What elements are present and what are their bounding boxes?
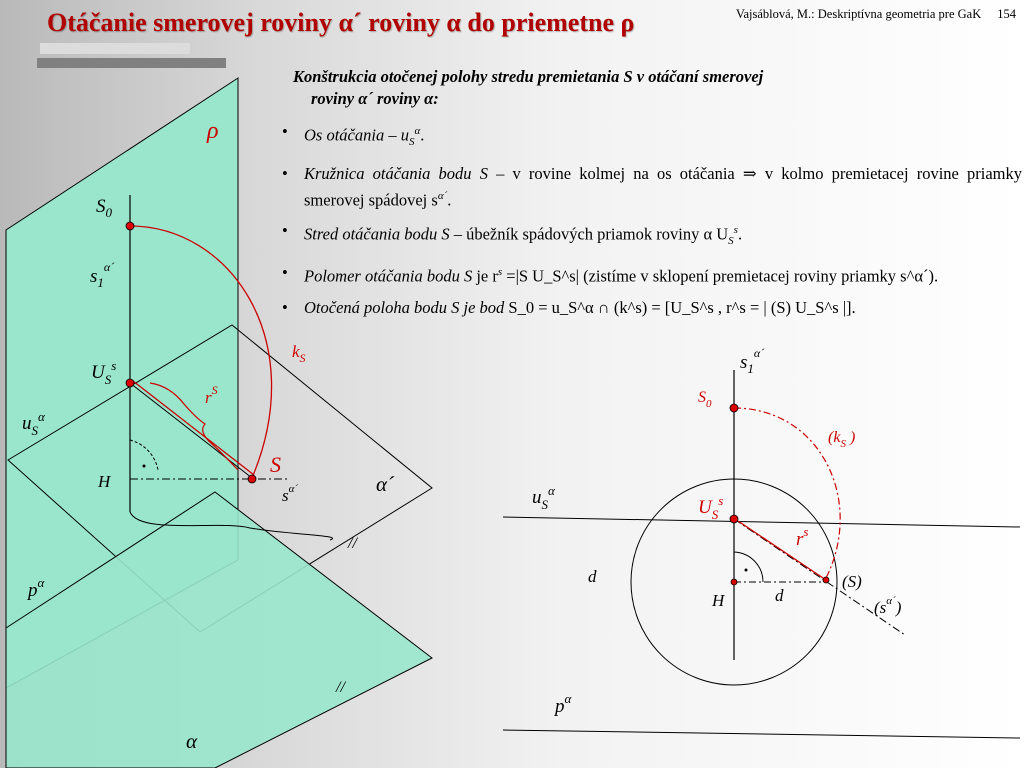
bullet-item: • Otočená poloha bodu S je bod S_0 = u_S^α ∩ (k^s) = [U_S^s , r^s = | (S) U_S^s |]. (282, 296, 1022, 319)
right-angle-dot (143, 465, 146, 468)
point-S (248, 475, 256, 483)
line-p-alpha-2d (503, 730, 1020, 738)
label-US: $U_S^s$ (91, 358, 117, 387)
label-rS: $r^S$ (205, 383, 218, 407)
point-S0 (126, 222, 134, 230)
bullet-item: • Kružnica otáčania bodu S – v rovine kolmej na os otáčania ⇒ v kolmo premietacej rovine priamky smerovej spádovej $s^{\alpha´}$. (282, 162, 1022, 212)
point-Sparen-2d (823, 577, 829, 583)
label-S0-2d: $S_0$ (698, 389, 712, 410)
label-H: H (98, 472, 111, 491)
right-angle-dot-2d (745, 569, 748, 572)
label-s-paren-2d: $(s^{\alpha´})$ (874, 595, 902, 617)
bullet-item: • Stred otáčania bodu S – úbežník spádových priamok roviny α $U_S^s$. (282, 219, 1022, 253)
point-US (126, 379, 134, 387)
section-title-line1: Konštrukcia otočenej polohy stredu premietania S v otáčaní smerovej (293, 67, 764, 86)
point-S0-2d (730, 404, 738, 412)
label-s1: $s_1^{\alpha´}$ (90, 260, 115, 290)
point-US-2d (730, 515, 738, 523)
section-title-line2: roviny α´ roviny α: (311, 89, 439, 108)
label-p-alpha-2d: $p^\alpha$ (555, 691, 572, 717)
label-s1-2d: $s_1^{\alpha´}$ (740, 346, 765, 376)
bullet-item: • Os otáčania – $u_S^\alpha$. (282, 120, 1022, 154)
label-US-2d: $U_S^s$ (698, 493, 724, 522)
label-S: S (270, 452, 281, 477)
parallel-mark-1: // (348, 535, 357, 552)
label-d1-2d: d (588, 567, 597, 586)
label-rs-2d: $r^s$ (796, 524, 809, 550)
label-p-alpha: $p^\alpha$ (28, 575, 45, 601)
label-d2-2d: d (775, 586, 784, 605)
parallel-mark-2: // (336, 679, 345, 696)
line-uS-2d (503, 517, 1020, 527)
label-alpha-prime: α´ (376, 472, 395, 496)
label-S0: $S_0$ (96, 196, 112, 220)
right-angle-mark-2d (734, 552, 763, 582)
label-uS-2d: $u_S^\alpha$ (532, 483, 555, 512)
figure-2d (503, 346, 1020, 738)
arc-kS-2d (734, 408, 840, 578)
label-alpha: α (186, 729, 198, 753)
page-title: Otáčanie smerovej roviny α´ roviny α do priemetne ρ (47, 8, 635, 37)
label-kS: $k_S$ (292, 342, 306, 365)
label-s-alpha: $s^{\alpha´}$ (282, 483, 299, 505)
label-rho: ρ (207, 118, 219, 144)
bullet-item: • Polomer otáčania bodu S je $r^s =|S$ U_S^s| (zistíme v sklopení premietacej roviny priamky s^α´). (282, 261, 1022, 288)
line-s-alpha-2d (734, 519, 905, 635)
figure-3d (6, 78, 432, 768)
page-number: 154 (997, 7, 1016, 21)
label-uS: $u_S^\alpha$ (22, 409, 45, 438)
label-Sparen-2d: (S) (842, 572, 862, 591)
segment-rs-2d (738, 521, 826, 580)
label-kS-2d: ($k_S$ ) (828, 429, 856, 450)
point-H-2d (731, 579, 737, 585)
label-H-2d: H (712, 591, 725, 610)
source-text: Vajsáblová, M.: Deskriptívna geometria pre GaK (735, 7, 982, 21)
